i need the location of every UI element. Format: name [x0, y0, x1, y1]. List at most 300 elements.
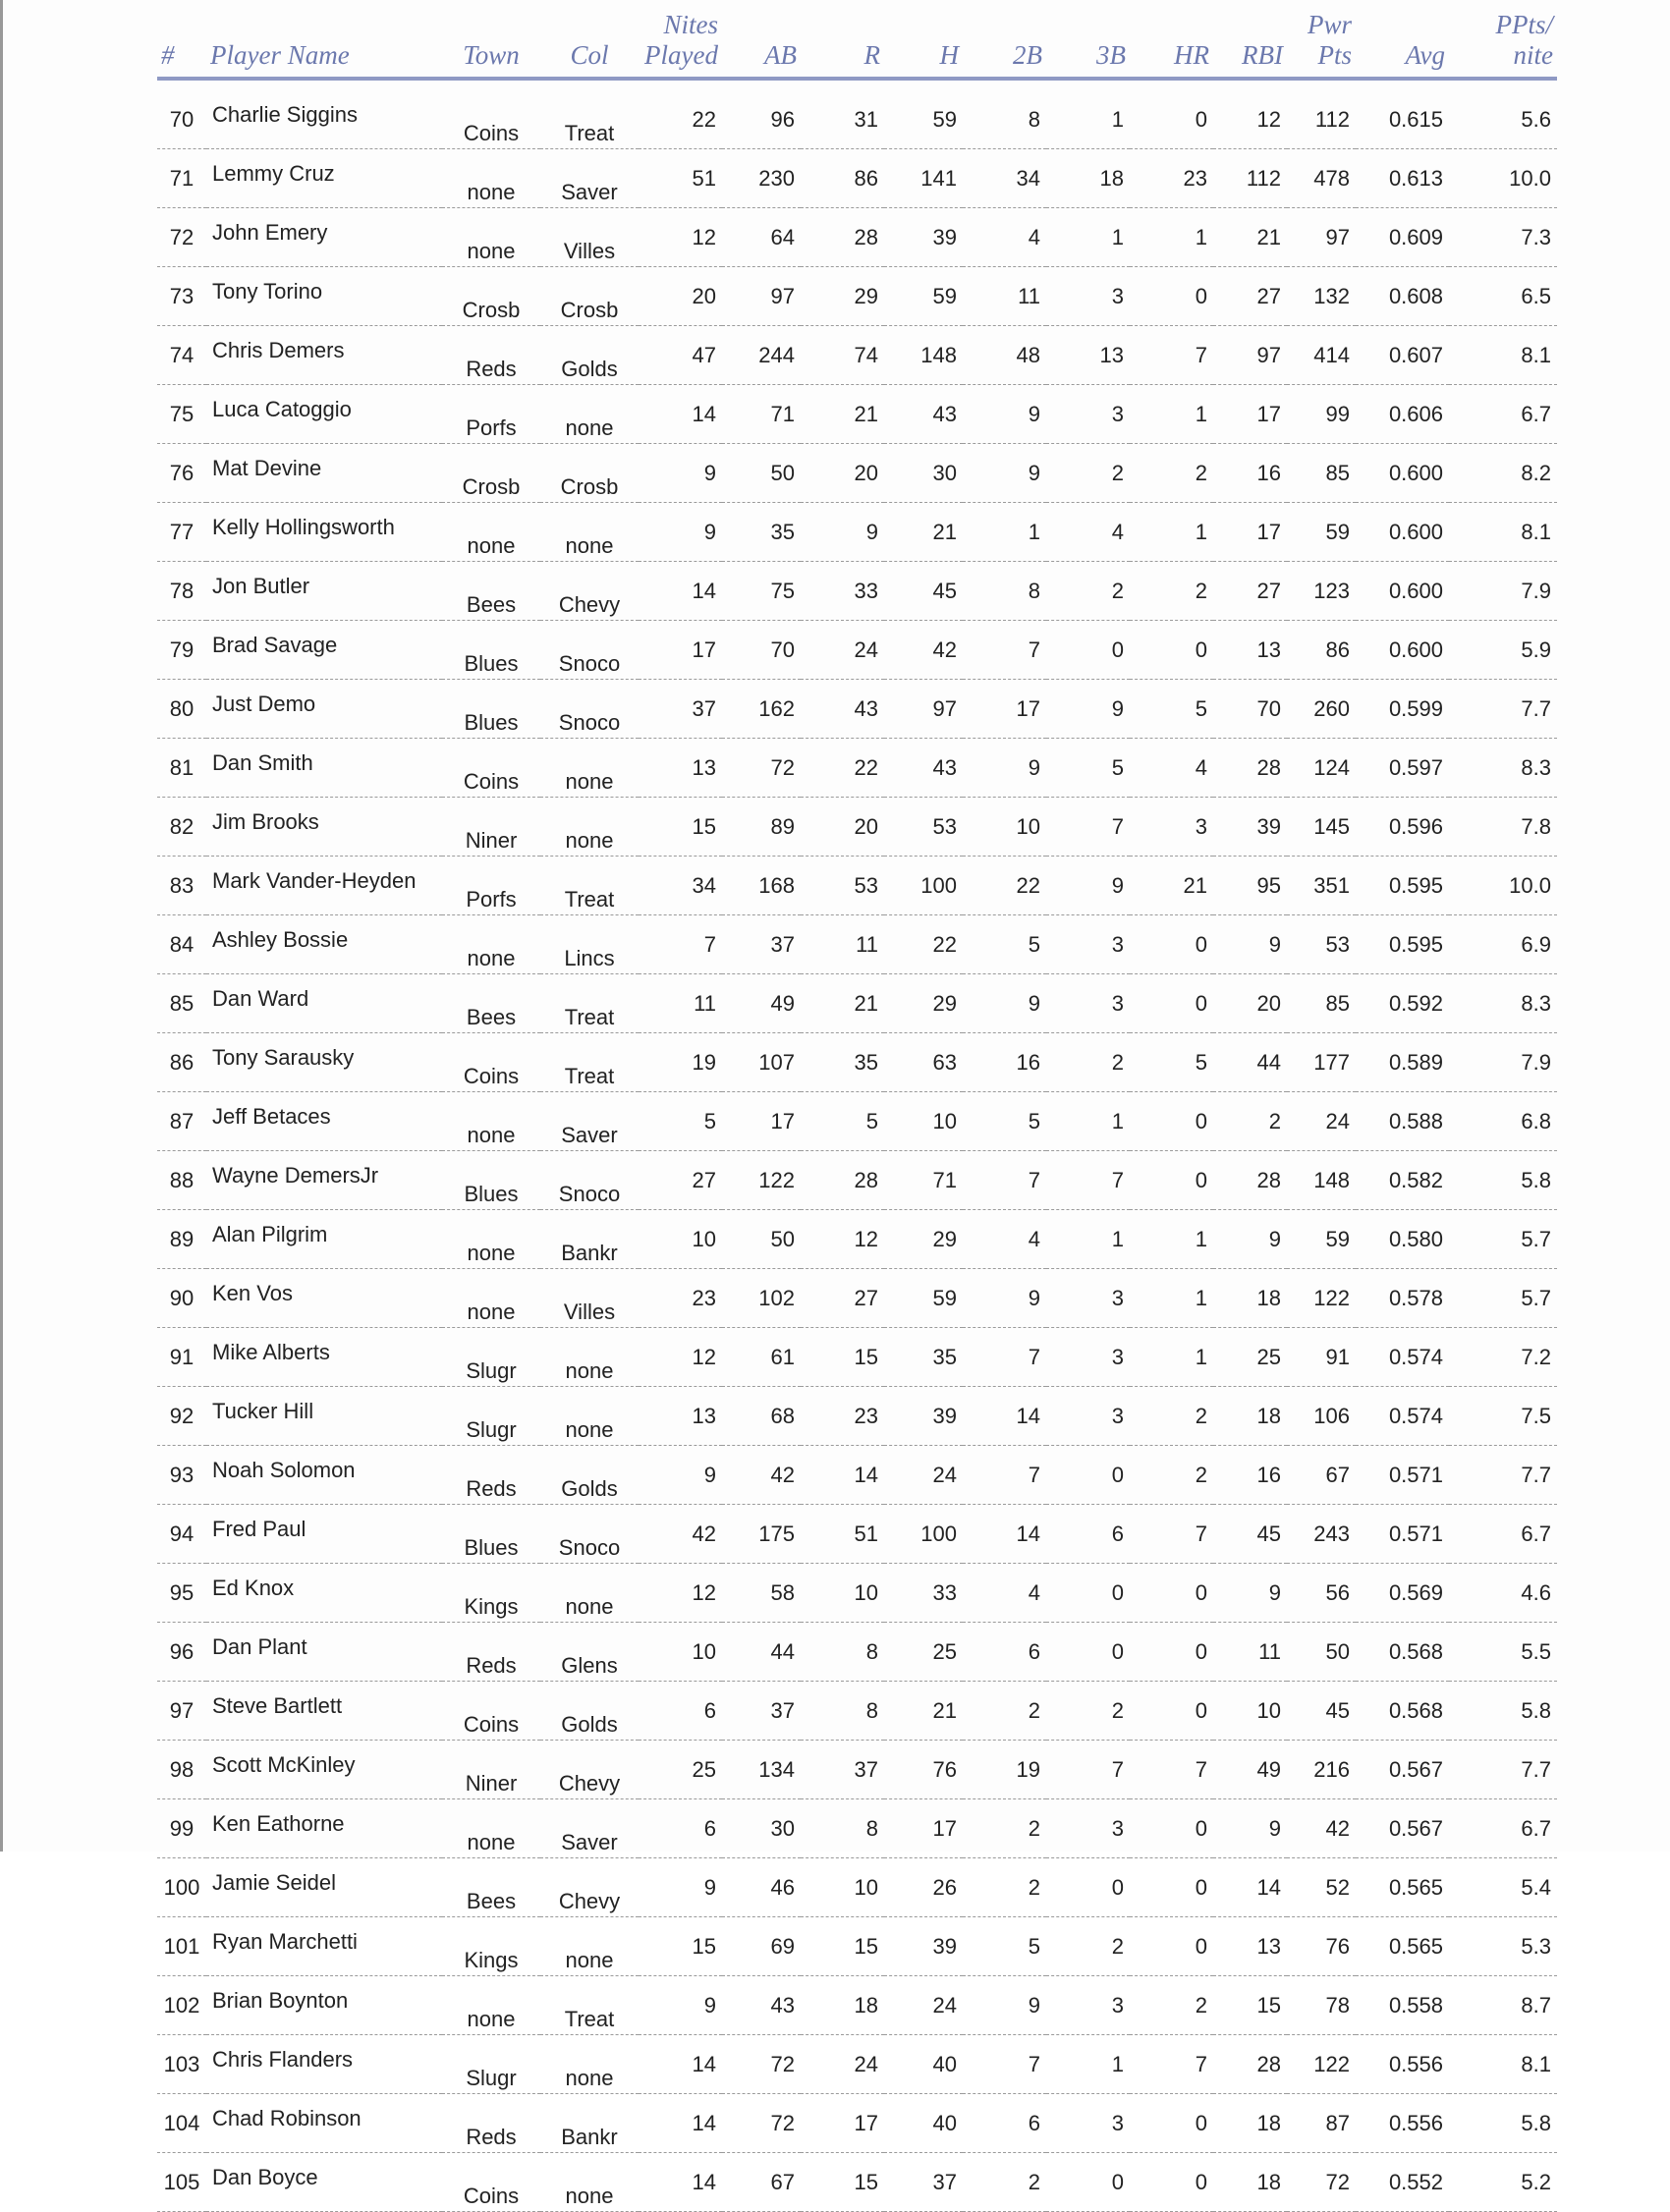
player-number-cell: 75	[157, 385, 206, 444]
player-number-cell: 98	[157, 1741, 206, 1799]
rbi-cell: 28	[1213, 2035, 1287, 2094]
power-points-cell: 124	[1287, 739, 1356, 798]
doubles-cell: 7	[963, 1446, 1046, 1505]
table-row	[157, 621, 1557, 680]
rbi-cell: 9	[1213, 915, 1287, 974]
nites-played-cell: 14	[639, 2094, 722, 2153]
hits-cell: 40	[884, 2035, 963, 2094]
power-points-cell: 122	[1287, 2035, 1356, 2094]
town-cell: none	[442, 208, 540, 267]
table-row	[157, 1387, 1557, 1446]
at-bats-cell: 102	[722, 1269, 801, 1328]
power-points-cell: 91	[1287, 1328, 1356, 1387]
hits-cell: 39	[884, 208, 963, 267]
doubles-cell: 17	[963, 680, 1046, 739]
table-row	[157, 974, 1557, 1033]
doubles-cell: 9	[963, 385, 1046, 444]
nites-played-cell: 9	[639, 503, 722, 562]
player-name-cell: Dan Plant	[206, 1623, 442, 1682]
doubles-cell: 1	[963, 503, 1046, 562]
home-runs-cell: 21	[1130, 857, 1213, 915]
at-bats-cell: 17	[722, 1092, 801, 1151]
table-row	[157, 1210, 1557, 1269]
batting-average-cell: 0.556	[1356, 2035, 1449, 2094]
runs-cell: 37	[801, 1741, 884, 1799]
player-number-cell: 101	[157, 1917, 206, 1976]
batting-average-cell: 0.600	[1356, 444, 1449, 503]
at-bats-cell: 61	[722, 1328, 801, 1387]
doubles-cell: 16	[963, 1033, 1046, 1092]
triples-cell: 2	[1046, 562, 1130, 621]
hits-cell: 59	[884, 79, 963, 149]
at-bats-cell: 230	[722, 149, 801, 208]
at-bats-cell: 71	[722, 385, 801, 444]
doubles-cell: 19	[963, 1741, 1046, 1799]
runs-cell: 18	[801, 1976, 884, 2035]
player-name-cell: Fred Paul	[206, 1505, 442, 1564]
at-bats-cell: 97	[722, 267, 801, 326]
col-cell: none	[540, 739, 639, 798]
power-points-cell: 45	[1287, 1682, 1356, 1741]
table-row	[157, 857, 1557, 915]
nites-played-cell: 9	[639, 1446, 722, 1505]
col-cell: Glens	[540, 1623, 639, 1682]
player-number-cell: 73	[157, 267, 206, 326]
hits-cell: 21	[884, 1682, 963, 1741]
column-header-label: 3B	[1096, 40, 1126, 70]
runs-cell: 23	[801, 1387, 884, 1446]
column-header-col	[540, 0, 639, 79]
player-stats-table	[157, 0, 1557, 2212]
rbi-cell: 45	[1213, 1505, 1287, 1564]
runs-cell: 12	[801, 1210, 884, 1269]
nites-played-cell: 15	[639, 1917, 722, 1976]
player-name-cell: Ken Eathorne	[206, 1799, 442, 1858]
col-cell: Golds	[540, 1446, 639, 1505]
col-cell: Treat	[540, 1976, 639, 2035]
nites-played-cell: 14	[639, 2153, 722, 2212]
runs-cell: 21	[801, 974, 884, 1033]
triples-cell: 0	[1046, 1446, 1130, 1505]
at-bats-cell: 162	[722, 680, 801, 739]
player-name-cell: Ashley Bossie	[206, 915, 442, 974]
player-name-cell: Brad Savage	[206, 621, 442, 680]
column-header-label: AB	[764, 40, 797, 70]
col-cell: none	[540, 385, 639, 444]
nites-played-cell: 51	[639, 149, 722, 208]
runs-cell: 74	[801, 326, 884, 385]
player-number-cell: 85	[157, 974, 206, 1033]
at-bats-cell: 107	[722, 1033, 801, 1092]
nites-played-cell: 11	[639, 974, 722, 1033]
doubles-cell: 14	[963, 1505, 1046, 1564]
player-number-cell: 87	[157, 1092, 206, 1151]
power-points-cell: 351	[1287, 857, 1356, 915]
column-header-2b	[963, 0, 1046, 79]
power-points-cell: 216	[1287, 1741, 1356, 1799]
batting-average-cell: 0.609	[1356, 208, 1449, 267]
hits-cell: 37	[884, 2153, 963, 2212]
runs-cell: 43	[801, 680, 884, 739]
power-points-per-nite-cell: 5.8	[1449, 2094, 1557, 2153]
power-points-per-nite-cell: 5.7	[1449, 1269, 1557, 1328]
power-points-cell: 76	[1287, 1917, 1356, 1976]
runs-cell: 20	[801, 444, 884, 503]
runs-cell: 15	[801, 2153, 884, 2212]
col-cell: Treat	[540, 857, 639, 915]
player-number-cell: 76	[157, 444, 206, 503]
col-cell: Snoco	[540, 621, 639, 680]
player-number-cell: 70	[157, 79, 206, 149]
power-points-per-nite-cell: 5.9	[1449, 621, 1557, 680]
batting-average-cell: 0.615	[1356, 79, 1449, 149]
at-bats-cell: 64	[722, 208, 801, 267]
power-points-per-nite-cell: 5.7	[1449, 1210, 1557, 1269]
hits-cell: 141	[884, 149, 963, 208]
player-name-cell: Steve Bartlett	[206, 1682, 442, 1741]
player-name-cell: Chris Flanders	[206, 2035, 442, 2094]
hits-cell: 59	[884, 1269, 963, 1328]
runs-cell: 5	[801, 1092, 884, 1151]
runs-cell: 28	[801, 208, 884, 267]
doubles-cell: 2	[963, 1858, 1046, 1917]
hits-cell: 22	[884, 915, 963, 974]
table-row	[157, 1564, 1557, 1623]
power-points-per-nite-cell: 7.7	[1449, 680, 1557, 739]
power-points-cell: 78	[1287, 1976, 1356, 2035]
player-name-cell: Noah Solomon	[206, 1446, 442, 1505]
batting-average-cell: 0.613	[1356, 149, 1449, 208]
town-cell: Bees	[442, 562, 540, 621]
player-number-cell: 96	[157, 1623, 206, 1682]
at-bats-cell: 46	[722, 1858, 801, 1917]
home-runs-cell: 7	[1130, 326, 1213, 385]
column-header-town	[442, 0, 540, 79]
triples-cell: 7	[1046, 798, 1130, 857]
doubles-cell: 7	[963, 1151, 1046, 1210]
doubles-cell: 14	[963, 1387, 1046, 1446]
hits-cell: 30	[884, 444, 963, 503]
doubles-cell: 5	[963, 1917, 1046, 1976]
power-points-cell: 99	[1287, 385, 1356, 444]
at-bats-cell: 72	[722, 2035, 801, 2094]
batting-average-cell: 0.595	[1356, 915, 1449, 974]
hits-cell: 42	[884, 621, 963, 680]
col-cell: Snoco	[540, 680, 639, 739]
hits-cell: 26	[884, 1858, 963, 1917]
triples-cell: 3	[1046, 1387, 1130, 1446]
batting-average-cell: 0.567	[1356, 1741, 1449, 1799]
table-row	[157, 1092, 1557, 1151]
col-cell: Golds	[540, 326, 639, 385]
doubles-cell: 11	[963, 267, 1046, 326]
batting-average-cell: 0.592	[1356, 974, 1449, 1033]
home-runs-cell: 7	[1130, 1741, 1213, 1799]
power-points-per-nite-cell: 7.9	[1449, 562, 1557, 621]
player-number-cell: 78	[157, 562, 206, 621]
power-points-per-nite-cell: 6.7	[1449, 1799, 1557, 1858]
doubles-cell: 4	[963, 1210, 1046, 1269]
power-points-per-nite-cell: 6.8	[1449, 1092, 1557, 1151]
home-runs-cell: 0	[1130, 1682, 1213, 1741]
hits-cell: 43	[884, 385, 963, 444]
home-runs-cell: 5	[1130, 680, 1213, 739]
col-cell: Treat	[540, 1033, 639, 1092]
column-header-label: Pwr	[1307, 10, 1352, 39]
table-row	[157, 1741, 1557, 1799]
batting-average-cell: 0.596	[1356, 798, 1449, 857]
home-runs-cell: 2	[1130, 1976, 1213, 2035]
column-header-avg	[1356, 0, 1449, 79]
batting-average-cell: 0.568	[1356, 1682, 1449, 1741]
power-points-per-nite-cell: 7.5	[1449, 1387, 1557, 1446]
town-cell: Coins	[442, 79, 540, 149]
power-points-cell: 24	[1287, 1092, 1356, 1151]
nites-played-cell: 14	[639, 385, 722, 444]
at-bats-cell: 44	[722, 1623, 801, 1682]
power-points-per-nite-cell: 8.1	[1449, 503, 1557, 562]
power-points-cell: 148	[1287, 1151, 1356, 1210]
nites-played-cell: 14	[639, 562, 722, 621]
at-bats-cell: 70	[722, 621, 801, 680]
player-number-cell: 82	[157, 798, 206, 857]
home-runs-cell: 0	[1130, 267, 1213, 326]
table-row	[157, 1446, 1557, 1505]
column-header-num	[157, 0, 206, 79]
batting-average-cell: 0.578	[1356, 1269, 1449, 1328]
at-bats-cell: 69	[722, 1917, 801, 1976]
power-points-per-nite-cell: 4.6	[1449, 1564, 1557, 1623]
at-bats-cell: 89	[722, 798, 801, 857]
table-row	[157, 1799, 1557, 1858]
hits-cell: 17	[884, 1799, 963, 1858]
home-runs-cell: 5	[1130, 1033, 1213, 1092]
power-points-cell: 53	[1287, 915, 1356, 974]
home-runs-cell: 7	[1130, 2035, 1213, 2094]
power-points-cell: 50	[1287, 1623, 1356, 1682]
rbi-cell: 97	[1213, 326, 1287, 385]
player-number-cell: 92	[157, 1387, 206, 1446]
col-cell: Saver	[540, 1092, 639, 1151]
player-name-cell: Lemmy Cruz	[206, 149, 442, 208]
batting-average-cell: 0.565	[1356, 1917, 1449, 1976]
home-runs-cell: 0	[1130, 1151, 1213, 1210]
player-name-cell: Ken Vos	[206, 1269, 442, 1328]
hits-cell: 24	[884, 1446, 963, 1505]
doubles-cell: 22	[963, 857, 1046, 915]
power-points-per-nite-cell: 7.7	[1449, 1446, 1557, 1505]
table-row	[157, 267, 1557, 326]
power-points-per-nite-cell: 8.1	[1449, 326, 1557, 385]
doubles-cell: 2	[963, 1682, 1046, 1741]
runs-cell: 9	[801, 503, 884, 562]
power-points-per-nite-cell: 5.3	[1449, 1917, 1557, 1976]
doubles-cell: 7	[963, 621, 1046, 680]
at-bats-cell: 37	[722, 1682, 801, 1741]
rbi-cell: 18	[1213, 1269, 1287, 1328]
rbi-cell: 17	[1213, 385, 1287, 444]
table-row	[157, 1623, 1557, 1682]
rbi-cell: 27	[1213, 267, 1287, 326]
runs-cell: 29	[801, 267, 884, 326]
player-name-cell: Wayne DemersJr	[206, 1151, 442, 1210]
triples-cell: 5	[1046, 739, 1130, 798]
power-points-cell: 59	[1287, 503, 1356, 562]
doubles-cell: 8	[963, 79, 1046, 149]
hits-cell: 10	[884, 1092, 963, 1151]
col-cell: Chevy	[540, 562, 639, 621]
table-row	[157, 1917, 1557, 1976]
town-cell: none	[442, 1976, 540, 2035]
batting-average-cell: 0.571	[1356, 1446, 1449, 1505]
hits-cell: 97	[884, 680, 963, 739]
power-points-cell: 112	[1287, 79, 1356, 149]
column-header-label: R	[863, 40, 880, 70]
home-runs-cell: 0	[1130, 1917, 1213, 1976]
table-row	[157, 1682, 1557, 1741]
batting-average-cell: 0.569	[1356, 1564, 1449, 1623]
power-points-cell: 260	[1287, 680, 1356, 739]
power-points-cell: 177	[1287, 1033, 1356, 1092]
doubles-cell: 4	[963, 1564, 1046, 1623]
hits-cell: 25	[884, 1623, 963, 1682]
town-cell: Blues	[442, 1151, 540, 1210]
table-row	[157, 562, 1557, 621]
doubles-cell: 34	[963, 149, 1046, 208]
rbi-cell: 18	[1213, 2153, 1287, 2212]
table-row	[157, 1151, 1557, 1210]
player-name-cell: Jeff Betaces	[206, 1092, 442, 1151]
at-bats-cell: 50	[722, 444, 801, 503]
town-cell: Niner	[442, 798, 540, 857]
runs-cell: 31	[801, 79, 884, 149]
rbi-cell: 28	[1213, 1151, 1287, 1210]
power-points-per-nite-cell: 8.1	[1449, 2035, 1557, 2094]
column-header-label: #	[161, 40, 175, 70]
hits-cell: 29	[884, 1210, 963, 1269]
col-cell: Snoco	[540, 1151, 639, 1210]
at-bats-cell: 67	[722, 2153, 801, 2212]
triples-cell: 1	[1046, 1210, 1130, 1269]
rbi-cell: 9	[1213, 1799, 1287, 1858]
town-cell: none	[442, 503, 540, 562]
nites-played-cell: 9	[639, 444, 722, 503]
triples-cell: 3	[1046, 1799, 1130, 1858]
home-runs-cell: 1	[1130, 1210, 1213, 1269]
player-name-cell: Jon Butler	[206, 562, 442, 621]
col-cell: Villes	[540, 208, 639, 267]
triples-cell: 18	[1046, 149, 1130, 208]
column-header-label: HR	[1174, 40, 1209, 70]
power-points-cell: 478	[1287, 149, 1356, 208]
town-cell: Blues	[442, 621, 540, 680]
nites-played-cell: 5	[639, 1092, 722, 1151]
triples-cell: 3	[1046, 1269, 1130, 1328]
player-name-cell: Dan Boyce	[206, 2153, 442, 2212]
column-header-pwr	[1287, 0, 1356, 79]
nites-played-cell: 19	[639, 1033, 722, 1092]
table-row	[157, 79, 1557, 149]
batting-average-cell: 0.595	[1356, 857, 1449, 915]
power-points-per-nite-cell: 5.8	[1449, 1151, 1557, 1210]
doubles-cell: 9	[963, 974, 1046, 1033]
player-number-cell: 103	[157, 2035, 206, 2094]
nites-played-cell: 37	[639, 680, 722, 739]
hits-cell: 100	[884, 857, 963, 915]
power-points-per-nite-cell: 7.8	[1449, 798, 1557, 857]
column-header-ppts	[1449, 0, 1557, 79]
doubles-cell: 9	[963, 739, 1046, 798]
runs-cell: 10	[801, 1858, 884, 1917]
column-header-label: PPts/	[1495, 10, 1553, 39]
column-header-ab	[722, 0, 801, 79]
runs-cell: 8	[801, 1682, 884, 1741]
col-cell: Treat	[540, 79, 639, 149]
home-runs-cell: 0	[1130, 1799, 1213, 1858]
home-runs-cell: 3	[1130, 798, 1213, 857]
player-number-cell: 71	[157, 149, 206, 208]
home-runs-cell: 1	[1130, 208, 1213, 267]
at-bats-cell: 134	[722, 1741, 801, 1799]
power-points-cell: 123	[1287, 562, 1356, 621]
power-points-cell: 106	[1287, 1387, 1356, 1446]
table-body	[157, 79, 1557, 2212]
triples-cell: 4	[1046, 503, 1130, 562]
column-header-label: Nites	[663, 10, 718, 39]
col-cell: Crosb	[540, 444, 639, 503]
hits-cell: 59	[884, 267, 963, 326]
at-bats-cell: 72	[722, 2094, 801, 2153]
table-row	[157, 2094, 1557, 2153]
at-bats-cell: 30	[722, 1799, 801, 1858]
player-name-cell: Scott McKinley	[206, 1741, 442, 1799]
batting-average-cell: 0.574	[1356, 1328, 1449, 1387]
runs-cell: 33	[801, 562, 884, 621]
player-number-cell: 97	[157, 1682, 206, 1741]
rbi-cell: 13	[1213, 1917, 1287, 1976]
power-points-cell: 132	[1287, 267, 1356, 326]
runs-cell: 24	[801, 2035, 884, 2094]
home-runs-cell: 0	[1130, 1564, 1213, 1623]
batting-average-cell: 0.552	[1356, 2153, 1449, 2212]
hits-cell: 71	[884, 1151, 963, 1210]
hits-cell: 39	[884, 1387, 963, 1446]
col-cell: none	[540, 2153, 639, 2212]
home-runs-cell: 2	[1130, 1387, 1213, 1446]
runs-cell: 8	[801, 1799, 884, 1858]
batting-average-cell: 0.606	[1356, 385, 1449, 444]
col-cell: none	[540, 503, 639, 562]
nites-played-cell: 6	[639, 1799, 722, 1858]
power-points-per-nite-cell: 5.5	[1449, 1623, 1557, 1682]
power-points-per-nite-cell: 6.7	[1449, 1505, 1557, 1564]
runs-cell: 24	[801, 621, 884, 680]
town-cell: none	[442, 1799, 540, 1858]
runs-cell: 21	[801, 385, 884, 444]
col-cell: Saver	[540, 1799, 639, 1858]
triples-cell: 7	[1046, 1741, 1130, 1799]
power-points-per-nite-cell: 6.7	[1449, 385, 1557, 444]
power-points-cell: 414	[1287, 326, 1356, 385]
table-row	[157, 1269, 1557, 1328]
doubles-cell: 9	[963, 1976, 1046, 2035]
runs-cell: 27	[801, 1269, 884, 1328]
column-header-label: H	[939, 40, 959, 70]
home-runs-cell: 0	[1130, 1623, 1213, 1682]
col-cell: none	[540, 1917, 639, 1976]
power-points-per-nite-cell: 5.2	[1449, 2153, 1557, 2212]
table-row	[157, 326, 1557, 385]
